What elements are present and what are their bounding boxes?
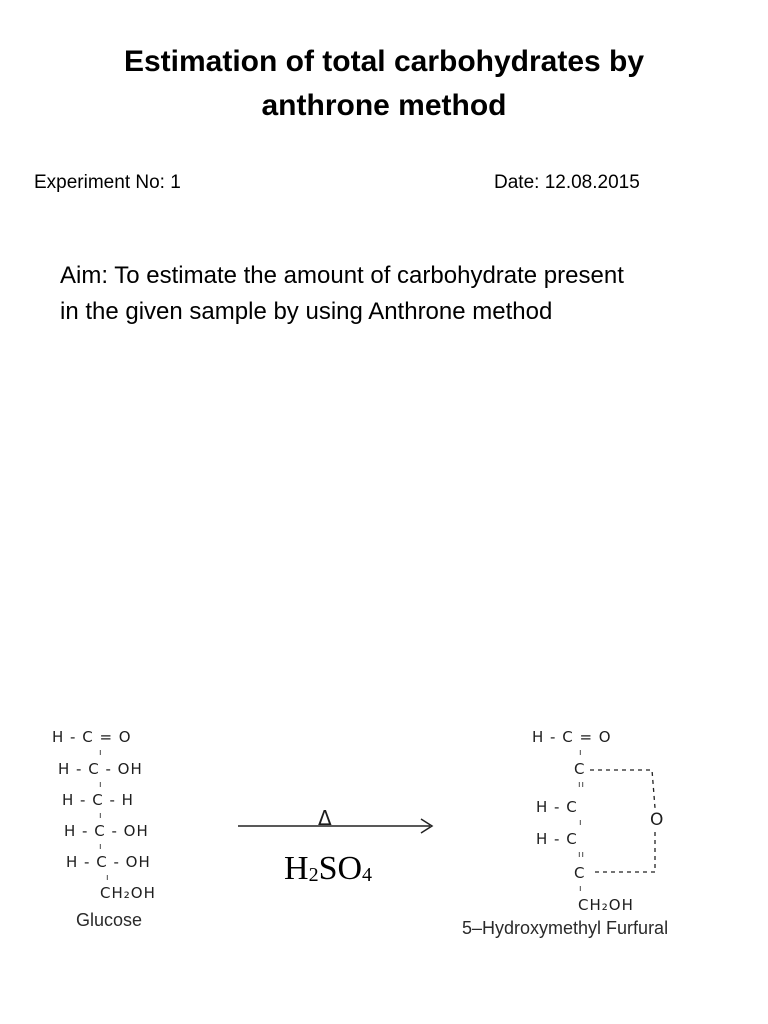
glucose-line-2: H - C - OH bbox=[58, 760, 143, 778]
glucose-label: Glucose bbox=[76, 910, 143, 930]
experiment-number: Experiment No: 1 bbox=[34, 172, 181, 193]
glucose-bond: ı bbox=[99, 780, 103, 790]
experiment-date: Date: 12.08.2015 bbox=[494, 172, 640, 193]
hmf-bond: ı bbox=[579, 884, 583, 894]
hmf-line-6: CH₂OH bbox=[578, 896, 634, 914]
glucose-line-4: H - C - OH bbox=[64, 822, 149, 840]
hmf-bond: ı bbox=[579, 748, 583, 758]
hmf-line-3: H - C bbox=[536, 798, 578, 816]
hmf-double-bond: ıı bbox=[578, 850, 586, 860]
hmf-ring-oxygen: O bbox=[650, 810, 665, 830]
glucose-bond: ı bbox=[99, 748, 103, 758]
aim-line-2: in the given sample by using Anthrone method bbox=[60, 298, 553, 325]
reagent-so: SO bbox=[318, 850, 363, 887]
hmf-line-4: H - C bbox=[536, 830, 578, 848]
aim-line-1: Aim: To estimate the amount of carbohydrate present bbox=[60, 262, 624, 289]
glucose-line-5: H - C - OH bbox=[66, 853, 151, 871]
hmf-line-1: H - C = O bbox=[532, 728, 612, 746]
reagent-sub-4: 4 bbox=[362, 864, 373, 886]
hmf-line-2: C bbox=[574, 760, 586, 778]
glucose-bond: ı bbox=[99, 811, 103, 821]
glucose-line-6: CH₂OH bbox=[100, 884, 156, 902]
hmf-line-5: C bbox=[574, 864, 586, 882]
glucose-line-1: H - C = O bbox=[52, 728, 132, 746]
reagent-sub-2: 2 bbox=[308, 864, 319, 886]
hmf-bond: ı bbox=[579, 818, 583, 828]
glucose-bond: ı bbox=[99, 842, 103, 852]
glucose-bond: ı bbox=[106, 873, 110, 883]
heat-symbol: Δ bbox=[318, 806, 333, 830]
title-line-1: Estimation of total carbohydrates by bbox=[123, 45, 645, 78]
hmf-double-bond: ıı bbox=[578, 780, 586, 790]
glucose-line-3: H - C - H bbox=[62, 791, 134, 809]
reagent-h: H bbox=[284, 850, 309, 887]
title-line-2: anthrone method bbox=[261, 89, 507, 122]
hmf-label: 5–Hydroxymethyl Furfural bbox=[462, 918, 669, 938]
